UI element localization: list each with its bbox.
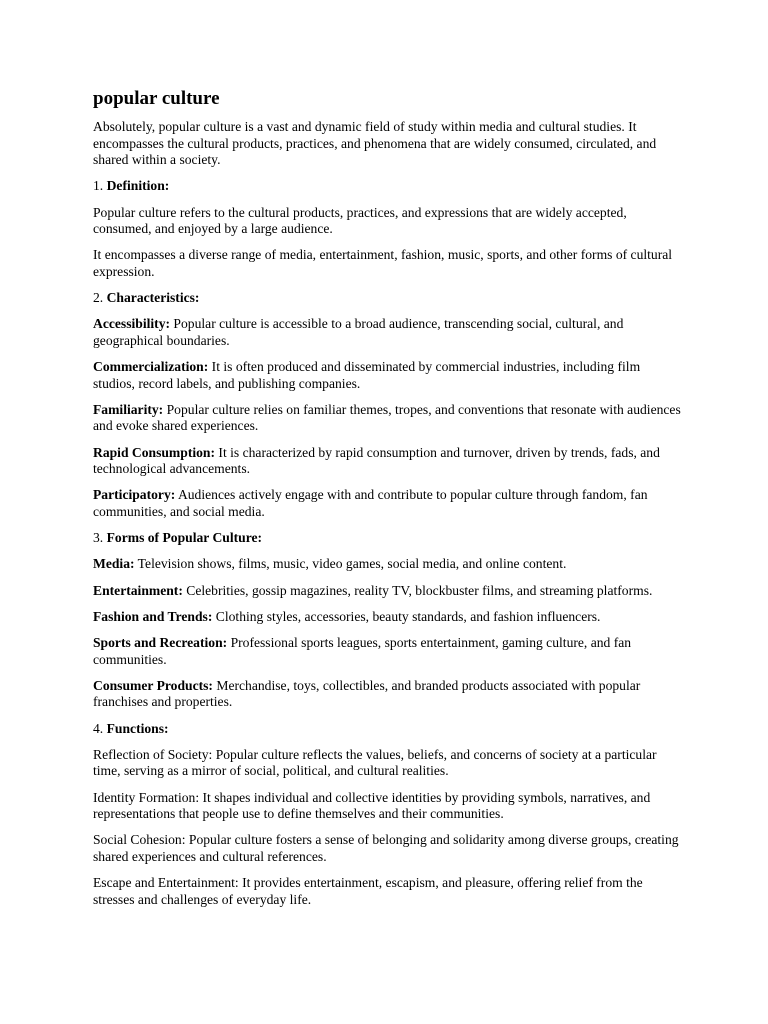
section-heading [93,178,683,195]
paragraph-label: Media: [93,556,135,572]
paragraph-label: Familiarity: [93,401,164,417]
paragraph-text: Reflection of Society: Popular culture reflects the values, beliefs, and concerns of society at a particular time, serving as a mirror of social, political, and cultural realities. [93,746,657,779]
section-paragraph [93,832,683,865]
document-title: popular culture [93,88,220,109]
section-paragraph [93,790,683,823]
section-paragraph [93,205,683,238]
section-paragraph [93,359,683,392]
section-paragraph [93,747,683,780]
document-page [93,88,683,918]
section-paragraph [93,402,683,435]
section-heading-text: Definition: [106,178,170,194]
paragraph-label: Participatory: [93,487,176,503]
paragraph-label: Sports and Recreation: [93,634,228,650]
paragraph-text: It is often produced and disseminated by commercial industries, including film studios, record labels, and publishing companies. [93,359,641,391]
document-sections [93,178,683,908]
section-heading-text: Forms of Popular Culture: [106,530,263,546]
paragraph-label: Commercialization: [93,359,209,375]
section-paragraph [93,556,683,573]
paragraph-label: Fashion and Trends: [93,608,213,624]
paragraph-text: Escape and Entertainment: It provides entertainment, escapism, and pleasure, offering relief from the stresses and challenges of everyday life. [93,875,643,907]
paragraph-label: Accessibility: [93,316,171,332]
section-paragraph [93,609,683,626]
section-heading [93,290,683,307]
paragraph-text: It encompasses a diverse range of media, entertainment, fashion, music, sports, and other forms of cultural expression. [93,247,673,279]
paragraph-text: Popular culture refers to the cultural products, practices, and expressions that are widely accepted, consumed, and enjoyed by a large audience. [93,204,627,237]
paragraph-text: Popular culture relies on familiar themes, tropes, and conventions that resonate with audiences and evoke shared experiences. [93,401,681,434]
section-paragraph [93,635,683,668]
section-paragraph [93,316,683,349]
paragraph-text: Clothing styles, accessories, beauty standards, and fashion influencers. [212,608,601,624]
paragraph-text: Social Cohesion: Popular culture fosters a sense of belonging and solidarity among diverse groups, creating shared experiences and cultural references. [93,832,679,864]
section-number: 3. [93,530,104,546]
section-number: 4. [93,720,104,736]
paragraph-text: Popular culture is accessible to a broad audience, transcending social, cultural, and geographical boundaries. [93,316,624,348]
section-paragraph [93,678,683,711]
paragraph-text: Identity Formation: It shapes individual and collective identities by providing symbols, narratives, and representations that people use to define themselves and their communities. [93,789,651,822]
paragraph-label: Rapid Consumption: [93,444,216,460]
section-number: 1. [93,178,104,194]
paragraph-label: Consumer Products: [93,677,213,693]
section-heading-text: Characteristics: [106,290,200,306]
paragraph-text: It is characterized by rapid consumption and turnover, driven by trends, fads, and technological advancements. [93,444,660,477]
section-paragraph [93,487,683,520]
paragraph-text: Professional sports leagues, sports entertainment, gaming culture, and fan communities. [93,634,632,667]
intro-paragraph: Absolutely, popular culture is a vast and dynamic field of study within media and cultural studies. It encompasses the cultural products, practices, and phenomena that are widely consumed, circulated, and shared within a society. [93,119,657,168]
paragraph-text: Audiences actively engage with and contribute to popular culture through fandom, fan communities, and social media. [93,487,648,520]
section-paragraph [93,875,683,908]
section-heading [93,530,683,547]
paragraph-text: Celebrities, gossip magazines, reality TV, blockbuster films, and streaming platforms. [182,582,653,598]
section-heading [93,721,683,738]
section-number: 2. [93,290,104,306]
paragraph-text: Television shows, films, music, video games, social media, and online content. [134,556,567,572]
section-heading-text: Functions: [106,720,169,736]
paragraph-label: Entertainment: [93,582,183,598]
paragraph-text: Merchandise, toys, collectibles, and branded products associated with popular franchises and properties. [93,677,641,710]
section-paragraph [93,445,683,478]
section-paragraph [93,583,683,600]
section-paragraph [93,247,683,280]
